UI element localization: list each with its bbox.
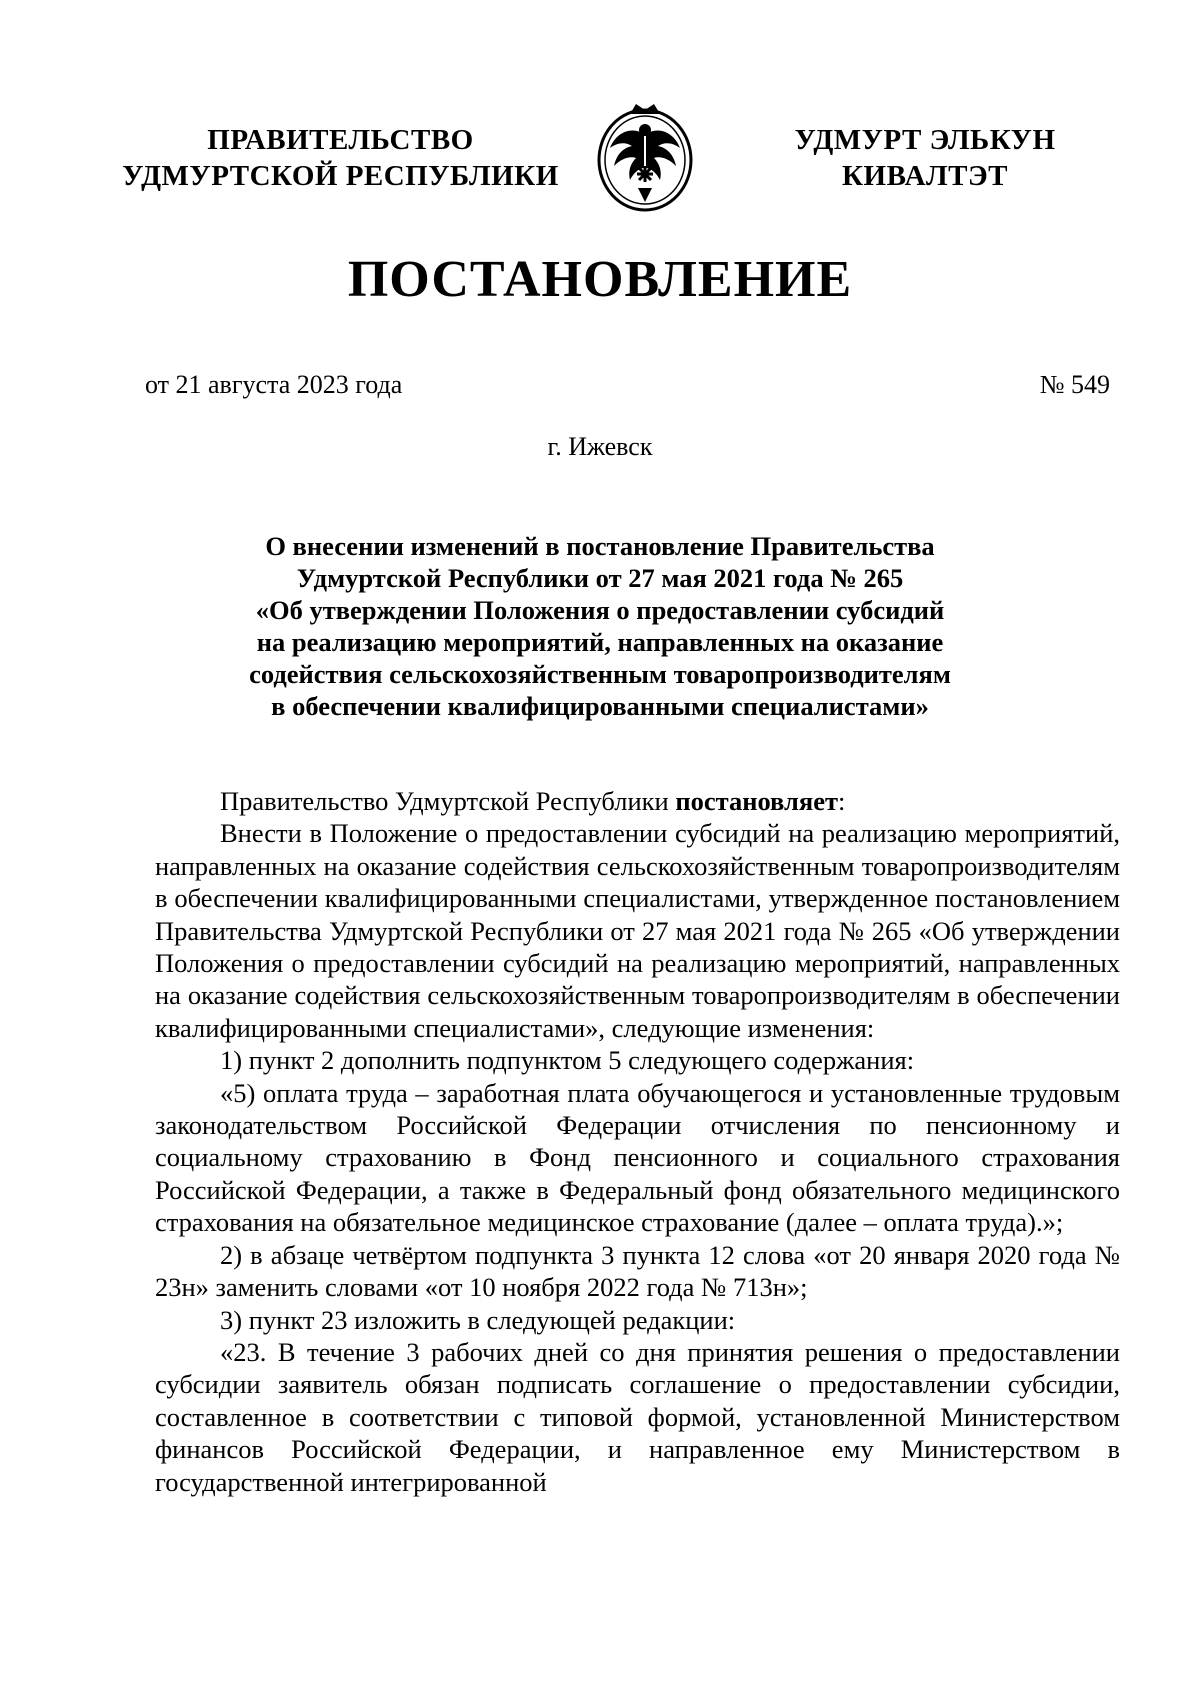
org-ru-line1: ПРАВИТЕЛЬСТВО (207, 124, 474, 156)
title-line: «Об утверждении Положения о предоставлении субсидий (255, 595, 945, 625)
document-title (150, 530, 1050, 722)
org-udm-line2: КИВАЛТЭТ (841, 160, 1008, 192)
org-name-russian (118, 122, 563, 194)
body-paragraph: 1) пункт 2 дополнить подпунктом 5 следующего содержания: (220, 1045, 915, 1076)
org-ru-line2: УДМУРТСКОЙ РЕСПУБЛИКИ (122, 160, 559, 192)
document-city: г. Ижевск (547, 432, 653, 461)
document-date: от 21 августа 2023 года (145, 370, 403, 399)
body-paragraph-preamble (155, 785, 1120, 817)
title-line: содействия сельскохозяйственным товаропроизводителям (249, 659, 951, 689)
title-line: О внесении изменений в постановление Правительства (265, 531, 935, 561)
title-line: на реализацию мероприятий, направленных на оказание (256, 627, 944, 657)
body-paragraph: 2) в абзаце четвёртом подпункта 3 пункта 12 слова «от 20 января 2020 года № 23н» заменить словами «от 10 ноября 2022 года № 713н»; (155, 1239, 1120, 1303)
document-body (155, 785, 1120, 1498)
preamble-colon: : (838, 786, 846, 816)
udmurt-coat-of-arms-icon (592, 98, 698, 216)
title-line: в обеспечении квалифицированными специалистами» (271, 691, 929, 721)
preamble-verb: постановляет (675, 786, 839, 816)
document-number: № 549 (1039, 370, 1110, 399)
body-paragraph: Внести в Положение о предоставлении субсидий на реализацию мероприятий, направленных на оказание содействия сельскохозяйственным товаропроизводителям в обеспечении квалифицированными специалистами, утвержденное постановлением Правительства Удмуртской Республики от 27 мая 2021 года № 265 «Об утверждении Положения о предоставлении субсидий на реализацию мероприятий, направленных на оказание содействия сельскохозяйственным товаропроизводителям в обеспечении квалифицированными специалистами», следующие изменения: (155, 818, 1120, 1043)
document-type-heading: ПОСТАНОВЛЕНИЕ (347, 251, 853, 308)
title-line: Удмуртской Республики от 27 мая 2021 года № 265 (296, 563, 904, 593)
body-paragraph: «23. В течение 3 рабочих дней со дня принятия решения о предоставлении субсидии заявитель обязан подписать соглашение о предоставлении субсидии, составленное в соответствии с типовой формой, установленной Министерством финансов Российской Федерации, и направленное ему Министерством в государственной интегрированной (155, 1336, 1120, 1497)
preamble-text: Правительство Удмуртской Республики (220, 786, 676, 816)
body-paragraph: 3) пункт 23 изложить в следующей редакции: (220, 1304, 736, 1335)
org-name-udmurt (775, 122, 1075, 194)
body-paragraph: «5) оплата труда – заработная плата обучающегося и установленные трудовым законодательством Российской Федерации отчисления по пенсионному и социальному страхованию в Фонд пенсионного и социального страхования Российской Федерации, а также в Федеральный фонд обязательного медицинского страхования на обязательное медицинское страхование (далее – оплата труда).»; (155, 1077, 1120, 1238)
org-udm-line1: УДМУРТ ЭЛЬКУН (794, 124, 1056, 156)
